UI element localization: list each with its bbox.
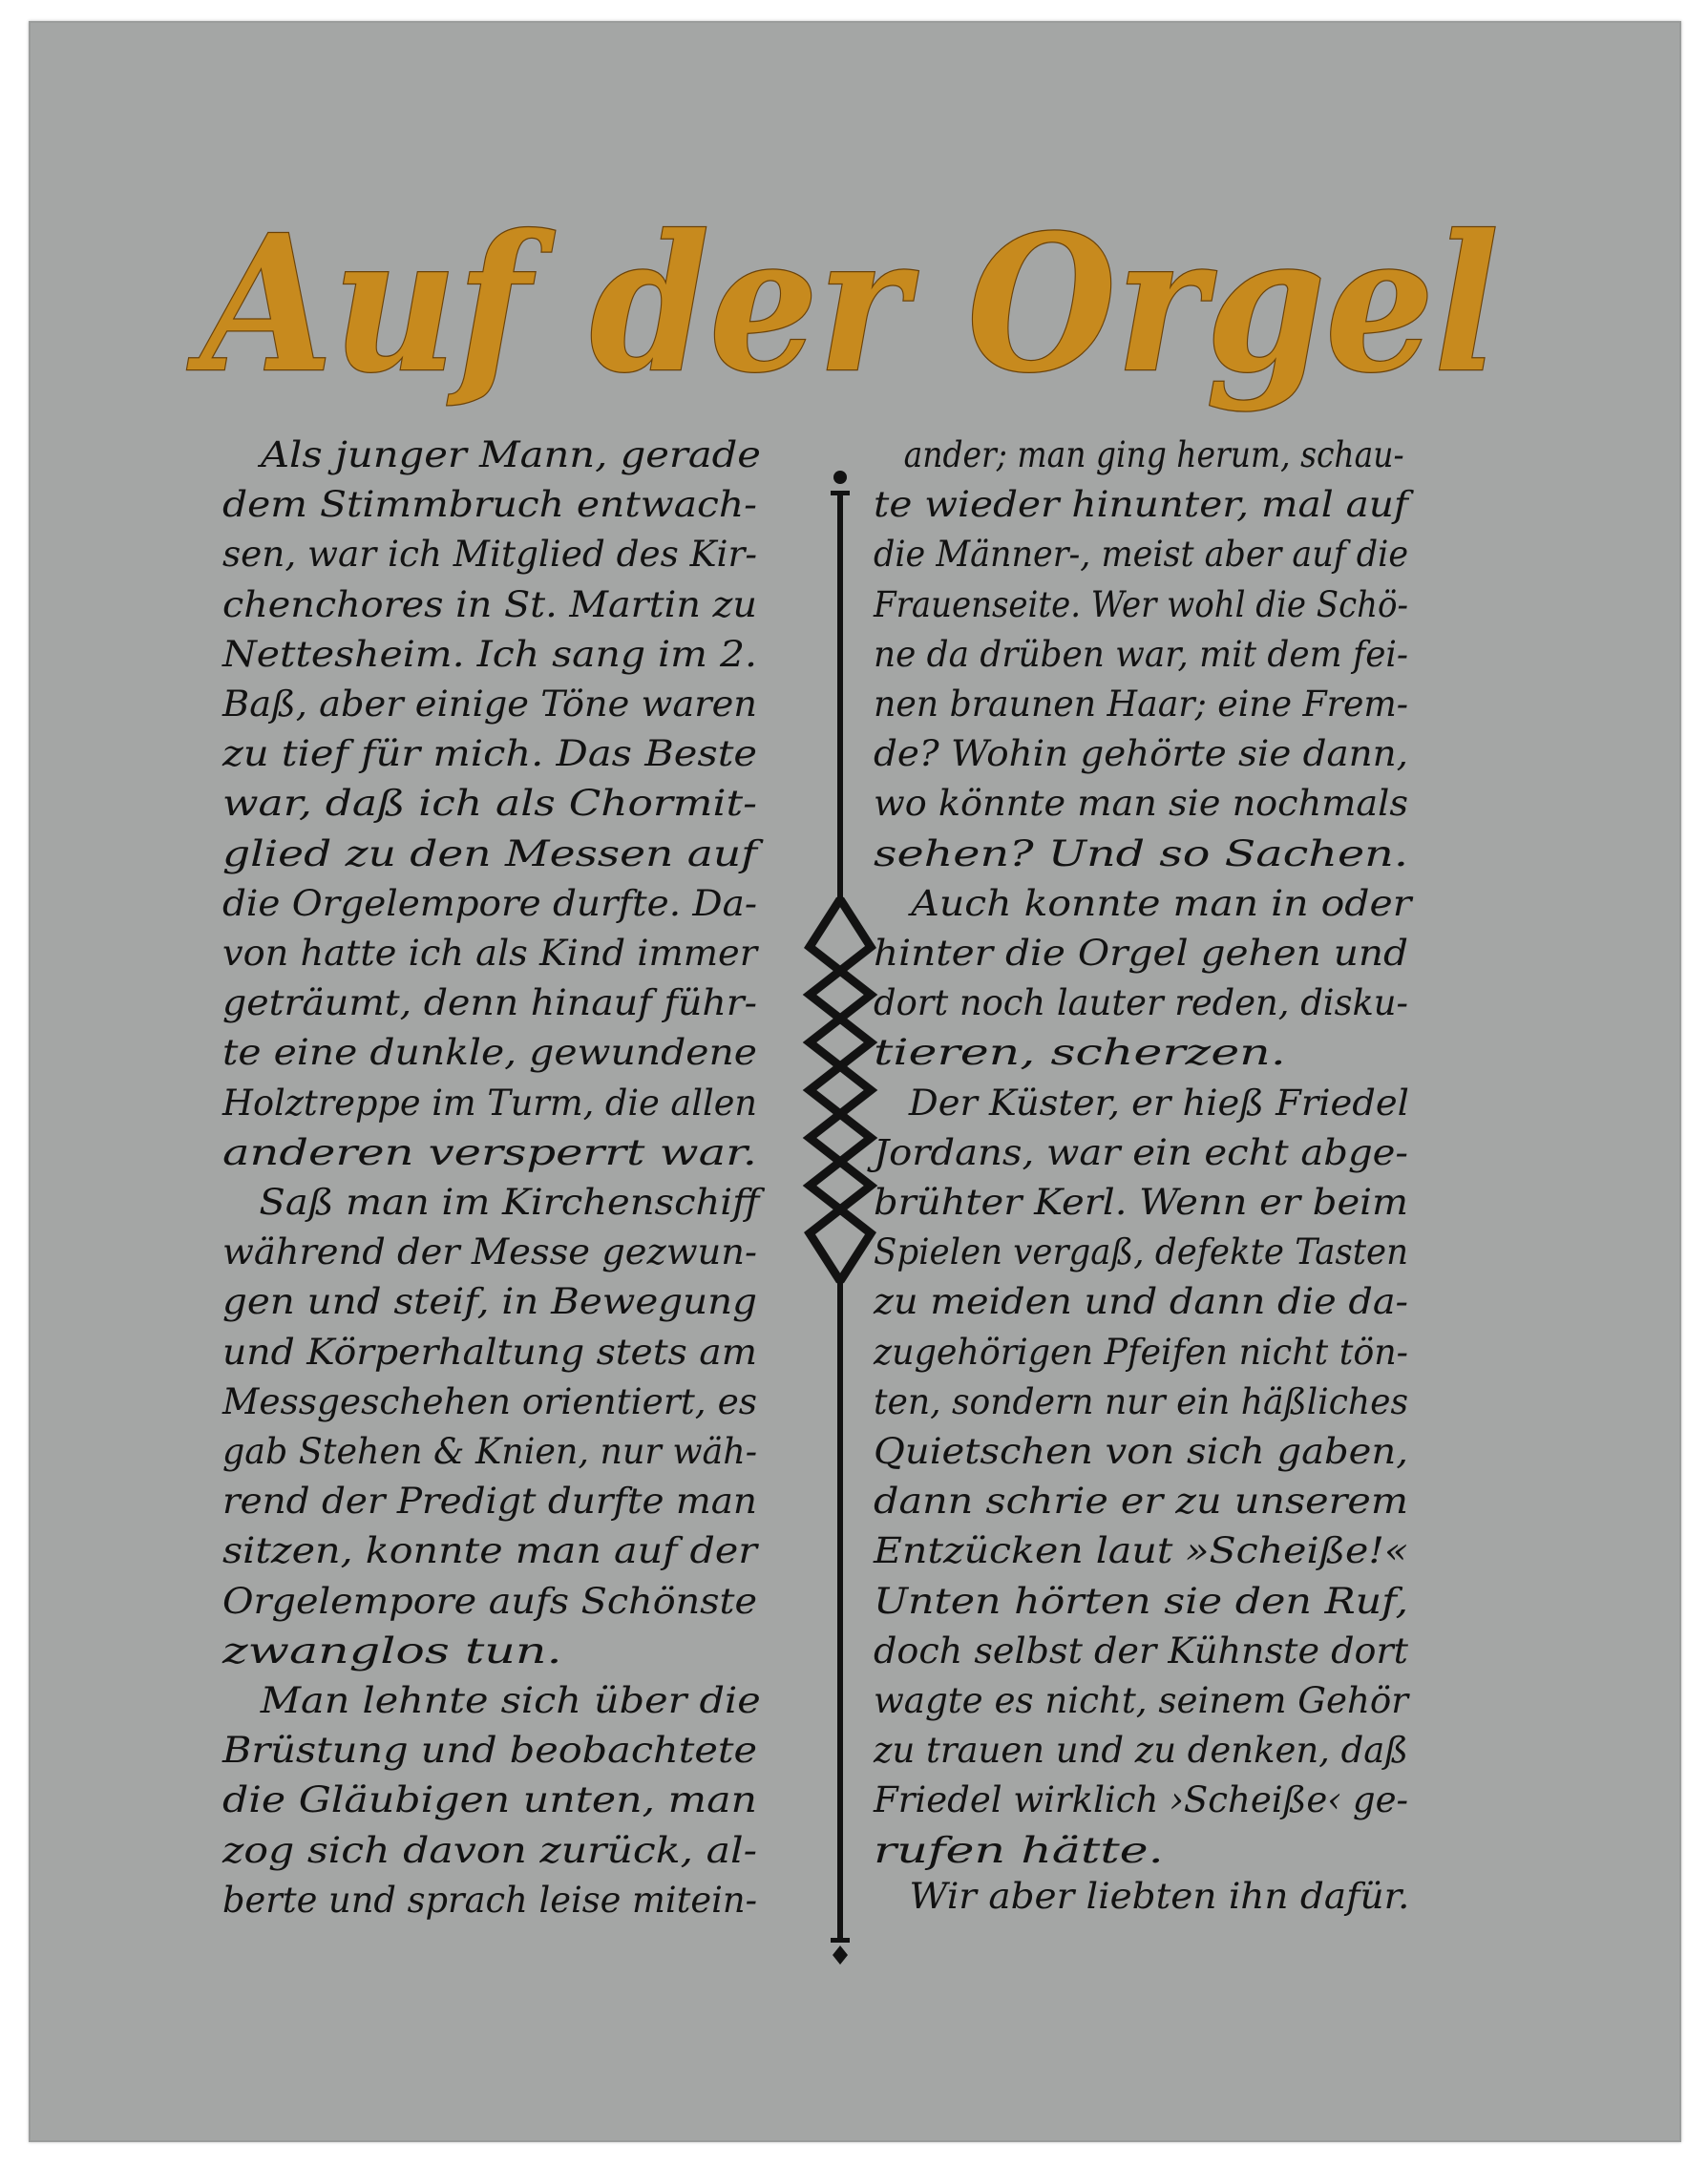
text-line: ander; man ging herum, schau-	[903, 433, 1404, 475]
paragraph	[222, 430, 761, 1177]
text-line: Messgeschehen orientiert, es	[222, 1379, 757, 1422]
text-line: zog sich davon zurück, al-	[222, 1828, 757, 1871]
paragraph	[222, 1177, 760, 1675]
text-line: sen, war ich Mitglied des Kir-	[222, 533, 757, 576]
text-line: zu meiden und dann die da-	[874, 1280, 1409, 1323]
text-line: rend der Predigt durfte man	[222, 1480, 757, 1523]
text-line: Jordans, war ein echt abge-	[874, 1130, 1408, 1173]
text-line: die Orgelempore durfte. Da-	[222, 881, 758, 924]
text-line: ne da drüben war, mit dem fei-	[874, 632, 1409, 675]
text-line: te eine dunkle, gewundene	[222, 1031, 757, 1074]
text-line: dann schrie er zu unserem	[874, 1480, 1409, 1523]
text-line: hinter die Orgel gehen und	[874, 932, 1408, 975]
text-line: Spielen vergaß, defekte Tasten	[874, 1230, 1409, 1273]
page-title	[181, 164, 1518, 451]
text-line: sehen? Und so Sachen.	[874, 831, 1408, 874]
text-line: zu tief für mich. Das Beste	[222, 732, 758, 775]
divider-knotwork	[810, 899, 871, 1281]
right-text-column	[874, 430, 1412, 1921]
text-line: ten, sondern nur ein häßliches	[874, 1379, 1409, 1422]
text-line: wagte es nicht, seinem Gehör	[874, 1679, 1409, 1722]
text-line: dem Stimmbruch entwach-	[222, 483, 757, 526]
text-line: Quietschen von sich gaben,	[874, 1430, 1408, 1473]
text-line: Brüstung und beobachtete	[222, 1729, 757, 1772]
text-line: Orgelempore aufs Schönste	[222, 1579, 758, 1622]
divider-lower-stem	[837, 1281, 843, 1940]
text-line: de? Wohin gehörte sie dann,	[874, 732, 1408, 775]
text-line: berte und sprach leise mitein-	[222, 1878, 758, 1921]
text-line: chenchores in St. Martin zu	[222, 582, 758, 625]
text-line: wo könnte man sie nochmals	[874, 782, 1408, 825]
text-line: zu trauen und zu denken, daß	[874, 1729, 1408, 1772]
text-line: doch selbst der Kühnste dort	[874, 1629, 1409, 1672]
paragraph	[874, 1871, 1408, 1921]
text-line: Holztreppe im Turm, die allen	[222, 1081, 757, 1124]
text-line: während der Messe gezwun-	[222, 1230, 757, 1273]
text-line: Saß man im Kirchenschiff	[259, 1181, 760, 1224]
text-line: zwanglos tun.	[222, 1629, 562, 1672]
text-line: gen und steif, in Bewegung	[222, 1280, 757, 1323]
text-line: Wir aber liebten ihn dafür.	[909, 1874, 1410, 1917]
text-line: gab Stehen & Knien, nur wäh-	[222, 1430, 758, 1473]
paragraph	[874, 430, 1408, 878]
left-text-column	[222, 430, 761, 1924]
text-line: anderen versperrt war.	[222, 1130, 758, 1173]
text-line: Auch konnte man in oder	[911, 881, 1412, 924]
text-line: glied zu den Messen auf	[222, 831, 757, 874]
paragraph	[874, 878, 1412, 1078]
text-line: Baß, aber einige Töne waren	[222, 683, 758, 726]
divider-top-finial	[831, 471, 850, 495]
text-line: Nettesheim. Ich sang im 2.	[222, 632, 757, 675]
text-line: Friedel wirklich ›Scheiße‹ ge-	[874, 1778, 1409, 1821]
text-line: Frauenseite. Wer wohl die Schö-	[874, 582, 1408, 625]
text-line: Man lehnte sich über die	[260, 1679, 761, 1722]
paragraph	[874, 1078, 1408, 1875]
text-line: zugehörigen Pfeifen nicht tön-	[874, 1330, 1408, 1373]
title-text: Auf der Orgel	[186, 195, 1500, 414]
text-line: Als junger Mann, gerade	[260, 433, 761, 475]
text-line: Entzücken laut »Scheiße!«	[874, 1529, 1408, 1572]
divider-bottom-finial	[831, 1938, 850, 1965]
text-line: von hatte ich als Kind immer	[222, 932, 758, 975]
text-line: geträumt, denn hinauf führ-	[222, 981, 758, 1024]
title-lettering	[181, 164, 1518, 451]
text-line: die Männer-, meist aber auf die	[874, 533, 1409, 576]
text-line: Der Küster, er hieß Friedel	[908, 1081, 1409, 1124]
paragraph	[222, 1675, 761, 1924]
text-line: sitzen, konnte man auf der	[222, 1529, 758, 1572]
text-line: nen braunen Haar; eine Frem-	[874, 683, 1408, 726]
text-line: dort noch lauter reden, disku-	[874, 981, 1408, 1024]
text-line: brühter Kerl. Wenn er beim	[874, 1181, 1408, 1224]
text-line: Unten hörten sie den Ruf,	[874, 1579, 1409, 1622]
text-line: und Körperhaltung stets am	[222, 1330, 757, 1373]
text-line: die Gläubigen unten, man	[222, 1778, 757, 1821]
text-line: tieren, scherzen.	[874, 1031, 1286, 1074]
text-line: te wieder hinunter, mal auf	[874, 483, 1408, 526]
column-divider-ornament	[802, 460, 878, 1968]
text-line: war, daß ich als Chormit-	[222, 782, 757, 825]
text-line: rufen hätte.	[874, 1828, 1164, 1871]
